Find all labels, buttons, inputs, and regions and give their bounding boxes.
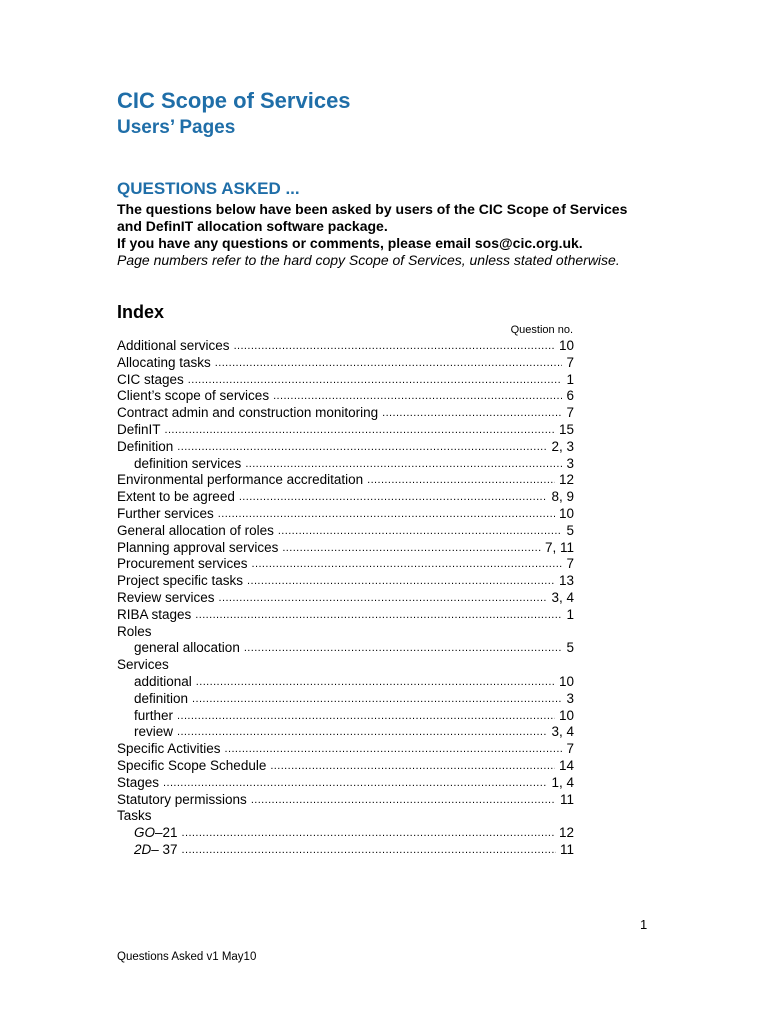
- index-entry-question-numbers: 1, 4: [551, 774, 574, 790]
- index-leader-dots: [177, 708, 555, 725]
- index-entry-question-numbers: 12: [558, 825, 574, 841]
- index-leader-dots: [218, 506, 555, 523]
- index-entry-label: [134, 825, 182, 842]
- index-leader-dots: [239, 489, 548, 506]
- index-leader-dots: [282, 540, 541, 557]
- index-leader-dots: [188, 372, 563, 389]
- index-entry: [117, 590, 574, 607]
- index-entry-label: Review services: [117, 589, 215, 605]
- index-entry: [117, 708, 574, 725]
- contact-text: If you have any questions or comments, please email sos@cic.org.uk.: [117, 235, 583, 251]
- index-entry: [117, 338, 574, 355]
- index-entry: [117, 741, 574, 758]
- index-leader-dots: [192, 691, 562, 708]
- index-leader-dots: [219, 590, 548, 607]
- document-title: CIC Scope of Services: [117, 88, 351, 113]
- index-entry-question-numbers: 3, 4: [551, 724, 574, 740]
- index-leader-dots: [270, 758, 555, 775]
- index-entry-label: Services: [117, 657, 169, 673]
- index-entry-label: Specific Scope Schedule: [117, 757, 267, 773]
- index-entry-label: review: [134, 724, 174, 740]
- index-leader-dots: [165, 422, 555, 439]
- index-entry: [117, 506, 574, 523]
- index-entry: [117, 439, 574, 456]
- index-entry: [117, 624, 574, 641]
- index-entry: [117, 472, 574, 489]
- index-leader-dots: [182, 842, 556, 859]
- index-entry-label: [134, 842, 182, 859]
- index-entry: [117, 556, 574, 573]
- index-entry: [117, 674, 574, 691]
- index-entry: [117, 456, 574, 473]
- index-entry-question-numbers: 10: [558, 338, 574, 353]
- index-entry-question-numbers: 5: [566, 640, 574, 656]
- index-leader-dots: [245, 456, 562, 473]
- index-entry-label: Environmental performance accreditation: [117, 472, 364, 488]
- index-entry-label: Procurement services: [117, 556, 248, 572]
- index-entry: [117, 405, 574, 422]
- index-entry-label: Additional services: [117, 338, 230, 353]
- intro-block: [117, 201, 647, 269]
- index-entry: [117, 540, 574, 557]
- index-entry-question-numbers: 7: [566, 741, 574, 757]
- index-entry: [117, 691, 574, 708]
- index-leader-dots: [177, 439, 547, 456]
- index-entry: [117, 842, 574, 859]
- index-entry: [117, 724, 574, 741]
- index-entry-label: additional: [134, 673, 192, 689]
- index-entry: [117, 607, 574, 624]
- index-heading: Index: [117, 302, 165, 322]
- index-entry-label-suffix: –21: [155, 825, 178, 841]
- page-reference-note: Page numbers refer to the hard copy Scope of Services, unless stated otherwise.: [117, 252, 620, 268]
- index-entry-question-numbers: 13: [558, 573, 574, 589]
- questions-heading: QUESTIONS ASKED ...: [117, 179, 300, 198]
- document-subtitle: Users’ Pages: [117, 117, 236, 138]
- index-entry-question-numbers: 1: [566, 606, 574, 622]
- index-entry-question-numbers: 6: [566, 388, 574, 404]
- index-entry-label: definition: [134, 690, 189, 706]
- index-entry-question-numbers: 8, 9: [551, 489, 574, 505]
- index-entry-label: Tasks: [117, 808, 152, 824]
- index-entry-label: Planning approval services: [117, 539, 279, 555]
- index-entry-label: general allocation: [134, 640, 240, 656]
- index-entry-label: Project specific tasks: [117, 573, 244, 589]
- index-entry-question-numbers: 3: [566, 455, 574, 471]
- index-entry: [117, 523, 574, 540]
- index-entry-label: Contract admin and construction monitoring: [117, 405, 379, 421]
- index-entry-label: Stages: [117, 774, 160, 790]
- index-entry-question-numbers: 1: [566, 371, 574, 387]
- intro-text: The questions below have been asked by users of the CIC Scope of Services and DefinIT allocation software package.: [117, 201, 628, 234]
- index-entry: [117, 808, 574, 825]
- index-leader-dots: [252, 556, 563, 573]
- index-entry-question-numbers: 5: [566, 522, 574, 538]
- index-entry: [117, 775, 574, 792]
- index-entry-label: General allocation of roles: [117, 522, 274, 538]
- index-entry: [117, 372, 574, 389]
- index-entry: [117, 355, 574, 372]
- index-entry-label: definition services: [134, 455, 242, 471]
- index-entry-label: Roles: [117, 623, 152, 639]
- index-leader-dots: [215, 355, 563, 372]
- index-leader-dots: [382, 405, 562, 422]
- index-entry: [117, 657, 574, 674]
- index-leader-dots: [278, 523, 563, 540]
- index-leader-dots: [234, 338, 555, 355]
- index-entry: [117, 825, 574, 842]
- index-leader-dots: [247, 573, 555, 590]
- index-entry-label: Extent to be agreed: [117, 489, 235, 505]
- index-entry-label: Specific Activities: [117, 741, 221, 757]
- index-entry-question-numbers: 3, 4: [551, 589, 574, 605]
- index-entry-label: RIBA stages: [117, 606, 192, 622]
- index-leader-dots: [177, 724, 547, 741]
- footer-text: Questions Asked v1 May10: [117, 951, 257, 963]
- index-entry: [117, 758, 574, 775]
- index-leader-dots: [196, 674, 555, 691]
- index-entry-label: Client’s scope of services: [117, 388, 270, 404]
- index-entry-label: Definition: [117, 438, 174, 454]
- index-entry: [117, 422, 574, 439]
- index-entry-question-numbers: 7, 11: [544, 539, 574, 555]
- index-entry-label: Allocating tasks: [117, 354, 211, 370]
- index-entry-label: further: [134, 707, 174, 723]
- index-entry-question-numbers: 7: [566, 354, 574, 370]
- index-leader-dots: [163, 775, 547, 792]
- index-entry-question-numbers: 7: [566, 556, 574, 572]
- index-list: [117, 338, 574, 859]
- index-entry-question-numbers: 12: [558, 472, 574, 488]
- index-leader-dots: [273, 388, 562, 405]
- index-leader-dots: [244, 640, 563, 657]
- index-entry: [117, 388, 574, 405]
- index-entry: [117, 573, 574, 590]
- index-entry-question-numbers: 7: [566, 405, 574, 421]
- index-entry-question-numbers: 10: [558, 707, 574, 723]
- index-leader-dots: [225, 741, 563, 758]
- index-entry-label: Further services: [117, 505, 214, 521]
- index-leader-dots: [195, 607, 562, 624]
- index-entry-question-numbers: 2, 3: [551, 438, 574, 454]
- index-entry: [117, 640, 574, 657]
- index-entry-question-numbers: 11: [559, 791, 574, 807]
- index-entry-question-numbers: 15: [558, 421, 574, 437]
- index-entry-label: DefinIT: [117, 421, 161, 437]
- index-leader-dots: [182, 825, 555, 842]
- index-entry-question-numbers: 11: [559, 841, 574, 857]
- index-entry: [117, 489, 574, 506]
- index-leader-dots: [367, 472, 555, 489]
- question-number-column-label: Question no.: [510, 324, 573, 336]
- index-entry-label: Statutory permissions: [117, 791, 247, 807]
- index-entry-label-italic: 2D: [134, 841, 152, 857]
- index-entry-question-numbers: 10: [558, 673, 574, 689]
- index-entry-question-numbers: 10: [558, 505, 574, 521]
- index-leader-dots: [251, 792, 556, 809]
- index-entry-question-numbers: 14: [558, 757, 574, 773]
- index-entry-question-numbers: 3: [566, 690, 574, 706]
- index-entry-label: CIC stages: [117, 371, 184, 387]
- page-number: 1: [640, 917, 648, 932]
- index-entry-label-italic: GO: [134, 825, 156, 841]
- index-entry: [117, 792, 574, 809]
- index-entry-label-suffix: – 37: [151, 841, 178, 857]
